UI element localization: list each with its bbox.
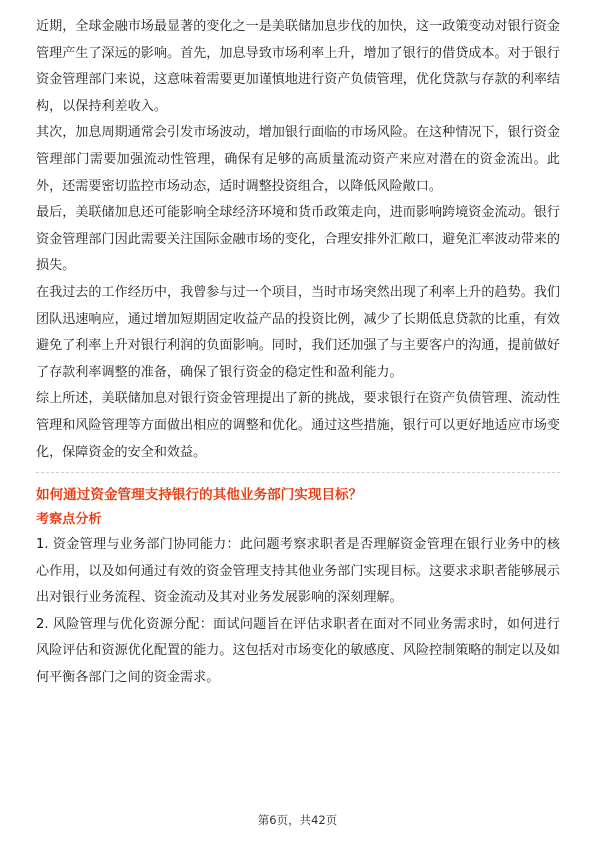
body-paragraph: 综上所述，美联储加息对银行资金管理提出了新的挑战，要求银行在资产负债管理、流动性管理和风险管理等方面做出相应的调整和优化。通过这些措施，银行可以更好地适应市场变化，保障资金的安全和效益。 (36, 391, 560, 460)
body-paragraph: 在我过去的工作经历中，我曾参与过一个项目，当时市场突然出现了利率上升的趋势。我们团队迅速响应，通过增加短期固定收益产品的投资比例，减少了长期低息贷款的比重，有效避免了利率上升对银行利润的负面影响。同时，我们还加强了与主要客户的沟通，提前做好了存款利率调整的准备，确保了银行资金的稳定性和盈利能力。 (36, 284, 560, 380)
analysis-point: 2. 风险管理与优化资源分配：面试问题旨在评估求职者在面对不同业务需求时，如何进行风险评估和资源优化配置的能力。这包括对市场变化的敏感度、风险控制策略的制定以及如何平衡各部门之间的资金需求。 (36, 616, 560, 686)
body-paragraph: 近期，全球金融市场最显著的变化之一是美联储加息步伐的加快，这一政策变动对银行资金管理产生了深远的影响。首先，加息导致市场利率上升，增加了银行的借贷成本。对于银行资金管理部门来说，这意味着需要更加谨慎地进行资产负债管理，优化贷款与存款的利率结构，以保持利差收入。 (36, 19, 560, 114)
analysis-label: 考察点分析 (36, 512, 102, 528)
analysis-point: 1. 资金管理与业务部门协同能力：此问题考察求职者是否理解资金管理在银行业务中的核心作用，以及如何通过有效的资金管理支持其他业务部门实现目标。这要求求职者能够展示出对银行业务流程、资金流动及其对业务发展影响的深刻理解。 (36, 537, 560, 606)
page-content (36, 14, 560, 692)
question-title: 如何通过资金管理支持银行的其他业务部门实现目标？ (36, 487, 363, 504)
page-number: 第6页，共42页 (257, 813, 338, 827)
body-paragraph: 其次，加息周期通常会引发市场波动，增加银行面临的市场风险。在这种情况下，银行资金管理部门需要加强流动性管理，确保有足够的高质量流动资产来应对潜在的资金流出。此外，还需要密切监控市场动态，适时调整投资组合，以降低风险敞口。 (36, 125, 560, 194)
section-divider (36, 472, 560, 473)
body-paragraph: 最后，美联储加息还可能影响全球经济环境和货币政策走向，进而影响跨境资金流动。银行资金管理部门因此需要关注国际金融市场的变化，合理安排外汇敞口，避免汇率波动带来的损失。 (36, 205, 560, 274)
